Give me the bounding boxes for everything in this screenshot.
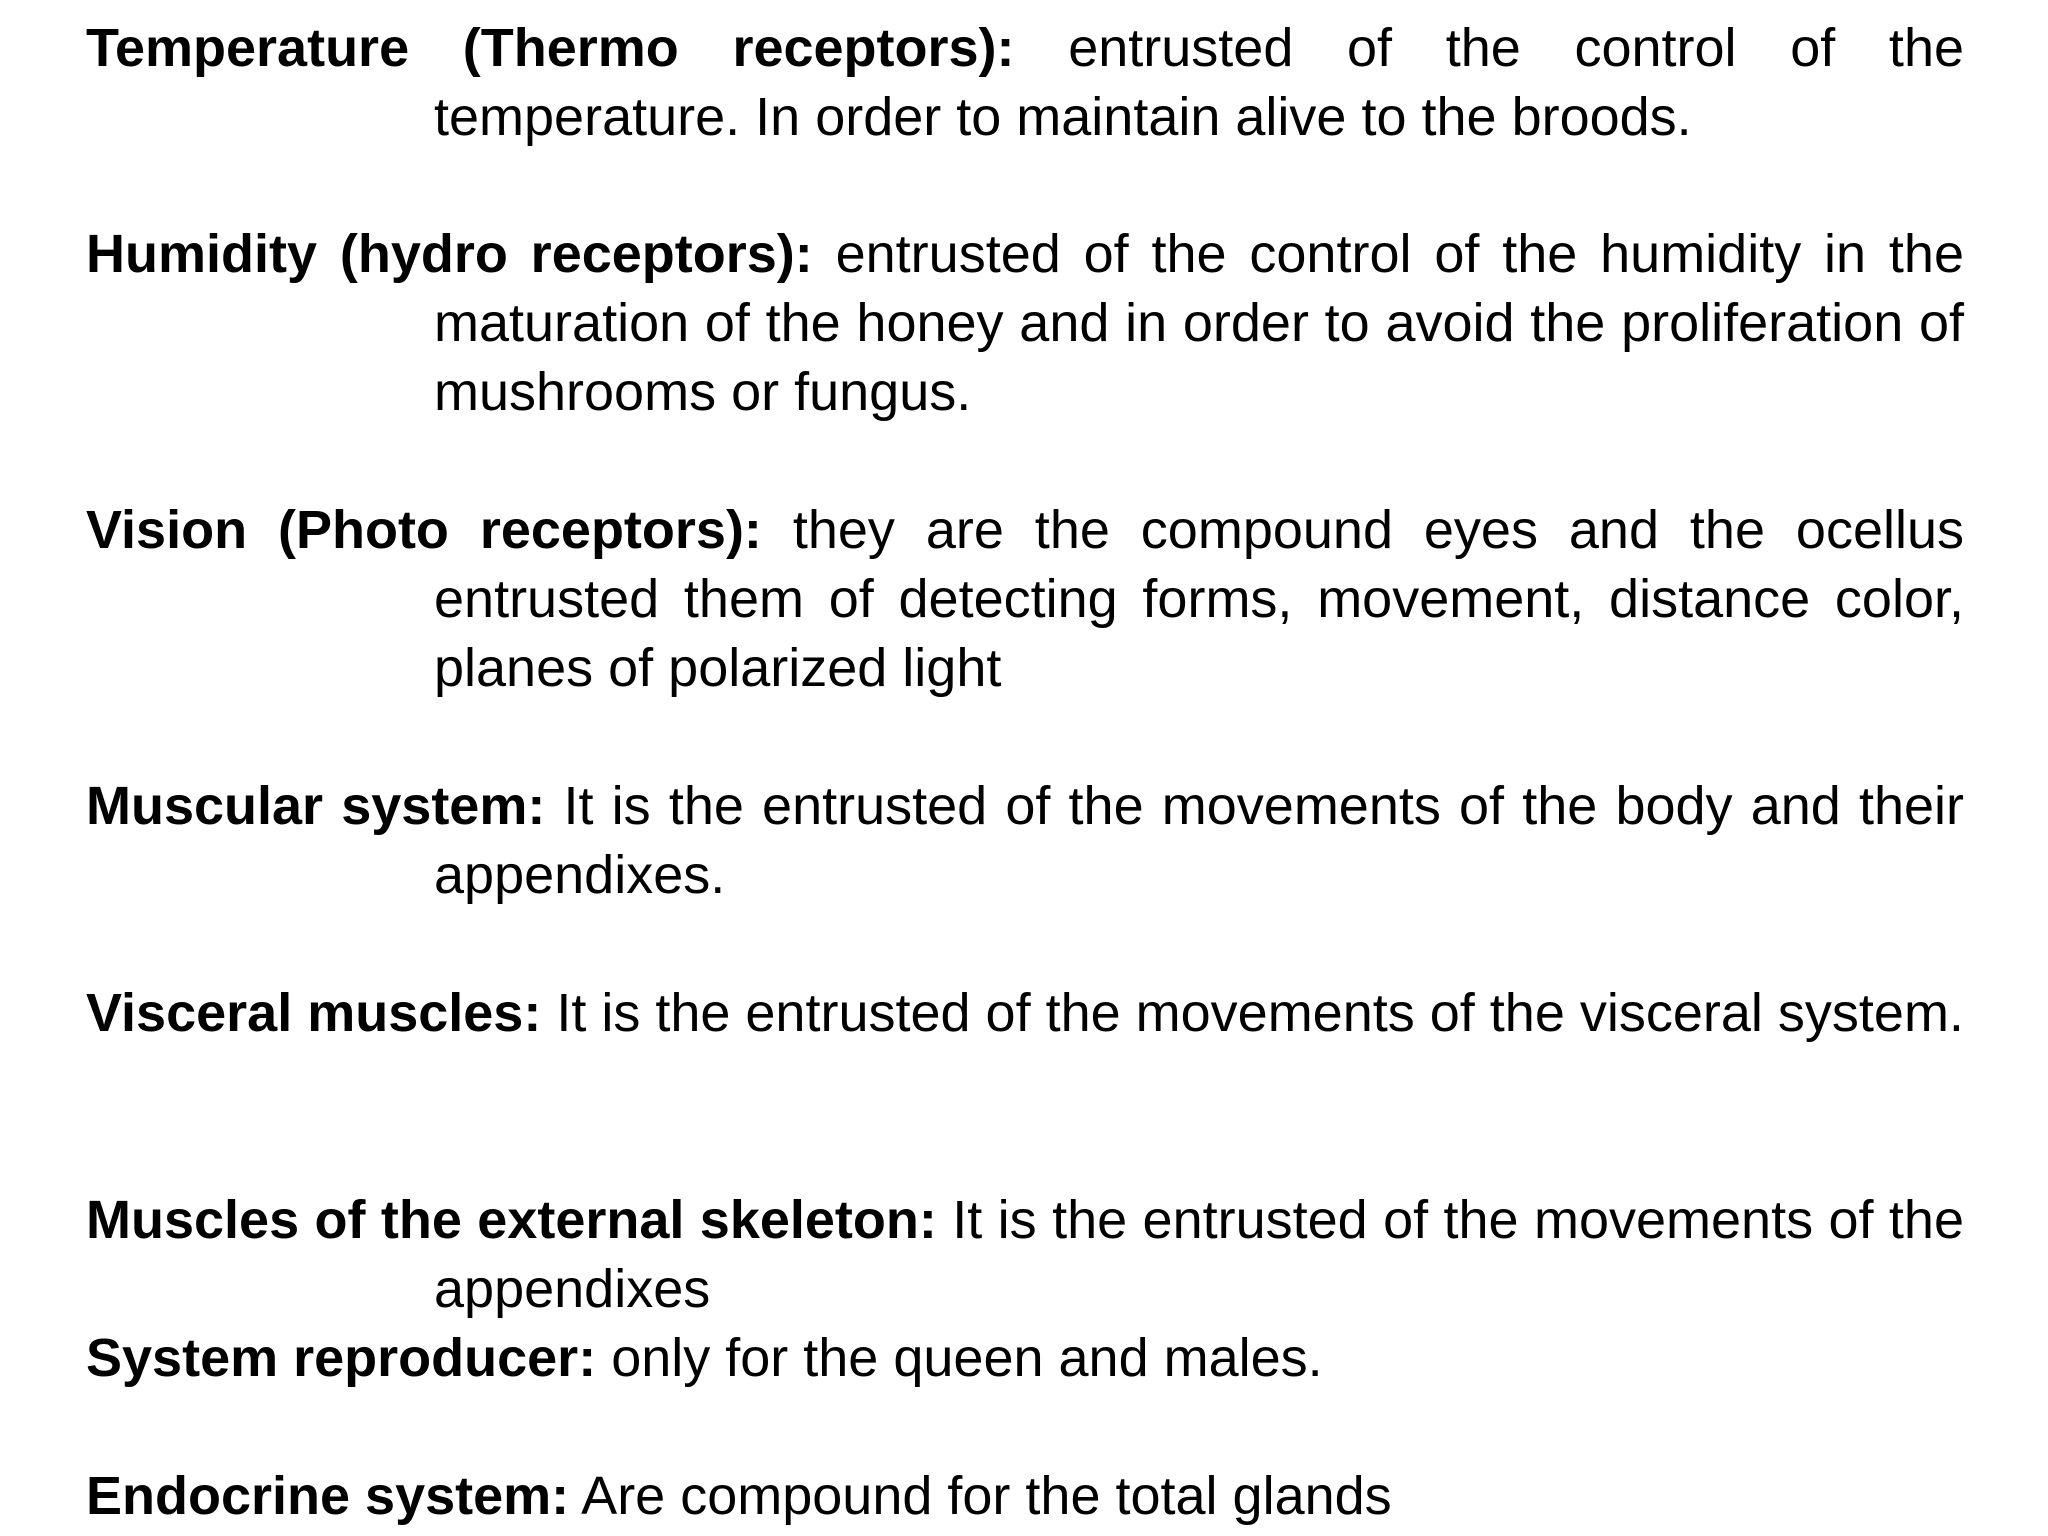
entry-description: only for the queen and males. xyxy=(596,1328,1323,1388)
entry-vision xyxy=(86,496,1964,703)
entry-term: Muscles of the external skeleton: xyxy=(86,1190,937,1250)
entry-term: System reproducer: xyxy=(86,1328,597,1388)
entry-term: Temperature (Thermo receptors): xyxy=(86,18,1015,78)
entry-description: Are compound for the total glands xyxy=(569,1466,1392,1526)
entry-term: Endocrine system: xyxy=(86,1466,570,1526)
entry-humidity xyxy=(86,220,1964,427)
entry-visceral-muscles xyxy=(86,979,1964,1048)
entry-description: entrusted of the control of the temperature. In order to maintain alive to the broods. xyxy=(434,18,1965,147)
entry-description: It is the entrusted of the movements of the visceral system. xyxy=(541,983,1964,1043)
entry-muscular-system xyxy=(86,772,1964,910)
entry-system-reproducer xyxy=(86,1324,1964,1393)
entry-description: entrusted of the control of the humidity in the maturation of the honey and in order to avoid the proliferation of mushrooms or fungus. xyxy=(434,224,1964,422)
entry-term: Muscular system: xyxy=(86,776,546,836)
entry-description: It is the entrusted of the movements of the body and their appendixes. xyxy=(434,776,1965,905)
entry-term: Visceral muscles: xyxy=(86,983,542,1043)
entry-term: Vision (Photo receptors): xyxy=(86,500,762,560)
entry-description: It is the entrusted of the movements of the appendixes xyxy=(434,1190,1964,1319)
entry-endocrine-system xyxy=(86,1462,1964,1531)
entry-external-skeleton-muscles xyxy=(86,1186,1964,1324)
entry-temperature xyxy=(86,14,1964,152)
entry-description: they are the compound eyes and the ocellus entrusted them of detecting forms, movement, distance color, planes of polarized light xyxy=(434,500,1964,698)
entry-term: Humidity (hydro receptors): xyxy=(86,224,813,284)
